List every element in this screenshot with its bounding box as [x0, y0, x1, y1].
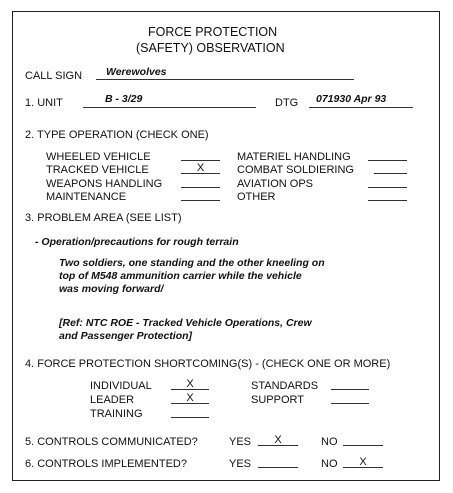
- option-other-blank: [368, 200, 407, 201]
- problem-description-line: was moving forward/: [59, 283, 164, 295]
- shortcoming-individual: INDIVIDUAL: [90, 380, 152, 392]
- unit-label: 1. UNIT: [25, 97, 63, 109]
- controls-communicated-label: 5. CONTROLS COMMUNICATED?: [25, 436, 198, 448]
- reference-line: and Passenger Protection]: [59, 330, 193, 342]
- call-sign-line: [96, 79, 354, 80]
- controls-implemented-yes-label: YES: [229, 458, 252, 470]
- option-tracked-vehicle-mark: X: [196, 162, 205, 174]
- force-protection-form: [12, 11, 440, 481]
- option-maintenance-blank: [181, 200, 220, 201]
- problem-description-line: Two soldiers, one standing and the other kneeling on: [59, 257, 325, 269]
- controls-communicated-yes-mark: X: [274, 434, 282, 446]
- option-combat-soldiering-blank: [374, 173, 407, 174]
- problem-area-heading: 3. PROBLEM AREA (SEE LIST): [25, 212, 182, 224]
- shortcoming-support-blank: [331, 403, 369, 404]
- type-operation-heading: 2. TYPE OPERATION (CHECK ONE): [25, 129, 209, 141]
- controls-implemented-no-mark: X: [359, 456, 367, 468]
- option-aviation-ops: AVIATION OPS: [237, 178, 313, 190]
- controls-implemented-label: 6. CONTROLS IMPLEMENTED?: [25, 458, 187, 470]
- problem-area-summary: - Operation/precautions for rough terrain: [35, 236, 239, 248]
- unit-value: B - 3/29: [105, 93, 143, 105]
- option-materiel-handling: MATERIEL HANDLING: [237, 151, 351, 163]
- unit-line: [83, 107, 256, 108]
- shortcoming-standards: STANDARDS: [251, 380, 319, 392]
- dtg-line: [309, 107, 413, 108]
- controls-implemented-no-label: NO: [321, 458, 338, 470]
- option-wheeled-vehicle-blank: [181, 160, 220, 161]
- dtg-label: DTG: [275, 97, 299, 109]
- shortcoming-standards-blank: [331, 389, 369, 390]
- option-combat-soldiering: COMBAT SOLDIERING: [237, 164, 354, 176]
- option-aviation-ops-blank: [368, 187, 407, 188]
- shortcoming-leader: LEADER: [90, 394, 135, 406]
- shortcoming-training: TRAINING: [90, 408, 143, 420]
- option-tracked-vehicle: TRACKED VEHICLE: [46, 164, 149, 176]
- option-other: OTHER: [237, 191, 276, 203]
- call-sign-value: Werewolves: [106, 66, 167, 78]
- title-line-2: (SAFETY) OBSERVATION: [136, 41, 285, 55]
- title-line-1: FORCE PROTECTION: [148, 25, 278, 39]
- shortcoming-leader-mark: X: [186, 392, 194, 404]
- option-materiel-handling-blank: [368, 160, 407, 161]
- dtg-value: 071930 Apr 93: [316, 93, 387, 105]
- option-wheeled-vehicle: WHEELED VEHICLE: [46, 151, 151, 163]
- controls-communicated-yes-label: YES: [229, 436, 252, 448]
- shortcoming-support: SUPPORT: [251, 394, 304, 406]
- controls-communicated-no-blank: [343, 445, 383, 446]
- controls-communicated-no-label: NO: [321, 436, 338, 448]
- option-maintenance: MAINTENANCE: [46, 191, 127, 203]
- reference-line: [Ref: NTC ROE - Tracked Vehicle Operations, Crew: [59, 317, 312, 329]
- controls-implemented-yes-blank: [258, 467, 298, 468]
- option-weapons-handling-blank: [181, 187, 220, 188]
- problem-description-line: top of M548 ammunition carrier while the vehicle: [59, 270, 302, 282]
- call-sign-label: CALL SIGN: [25, 70, 83, 82]
- shortcomings-heading: 4. FORCE PROTECTION SHORTCOMING(S) - (CHECK ONE OR MORE): [25, 358, 391, 370]
- shortcoming-training-blank: [171, 417, 209, 418]
- option-weapons-handling: WEAPONS HANDLING: [46, 178, 163, 190]
- shortcoming-individual-mark: X: [186, 378, 194, 390]
